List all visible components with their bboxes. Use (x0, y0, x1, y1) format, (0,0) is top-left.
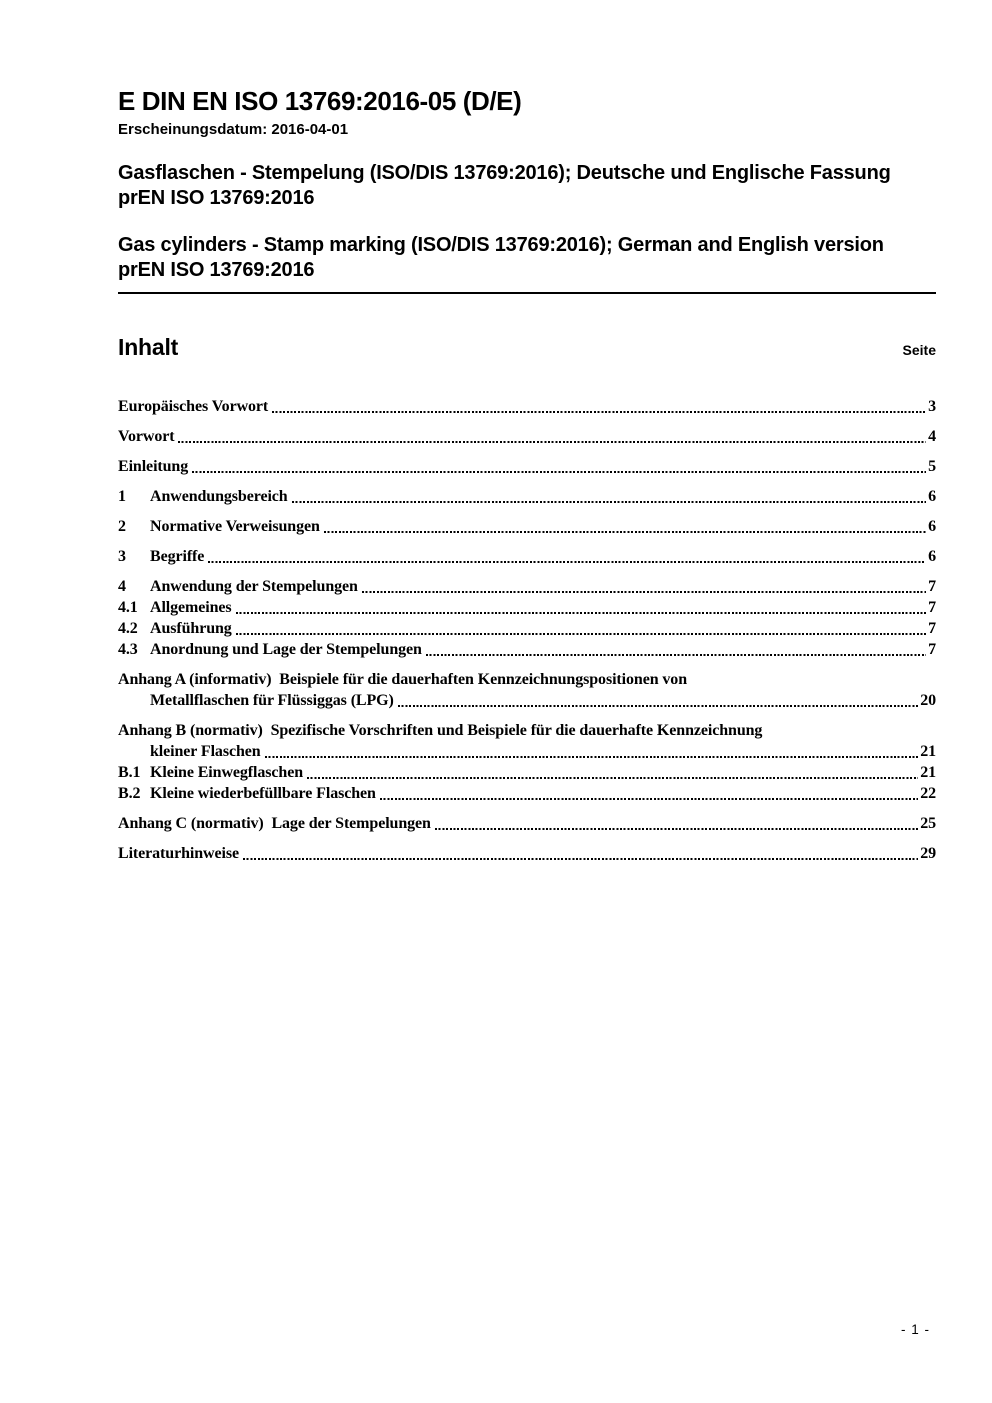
toc-entry-label: Literaturhinweise (118, 844, 239, 862)
toc-entry (118, 671, 936, 688)
toc-entry-page: 22 (920, 784, 936, 802)
toc-dot-leader (236, 633, 926, 635)
document-title-english-line2: prEN ISO 13769:2016 (118, 258, 315, 281)
toc-dot-leader (178, 441, 926, 443)
document-title-german (118, 161, 936, 211)
toc-page-column-label: Seite (902, 341, 936, 358)
document-page (118, 88, 936, 862)
toc-entry-number: 1 (118, 487, 126, 505)
toc-list (118, 398, 936, 862)
toc-entry-label: Normative Verweisungen (150, 517, 320, 535)
toc-entry (118, 518, 936, 535)
toc-entry-label: Einleitung (118, 457, 189, 475)
toc-entry-page: 20 (920, 691, 936, 709)
toc-dot-leader (208, 561, 926, 563)
toc-entry-number: 3 (118, 547, 126, 565)
toc-entry (118, 692, 936, 709)
toc-entry-page: 7 (928, 640, 936, 658)
toc-entry-page: 7 (928, 598, 936, 616)
toc-entry-label: Ausführung (150, 619, 232, 637)
toc-dot-leader (272, 411, 926, 413)
toc-dot-leader (380, 798, 918, 800)
toc-entry (118, 620, 936, 637)
toc-entry-page: 6 (928, 517, 936, 535)
toc-entry-label: Anhang C (normativ) Lage der Stempelungen (118, 814, 431, 832)
toc-entry-number: 4.2 (118, 619, 138, 637)
toc-dot-leader (243, 858, 918, 860)
toc-dot-leader (192, 471, 926, 473)
toc-entry-page: 6 (928, 547, 936, 565)
toc-entry-label: Kleine Einwegflaschen (150, 763, 304, 781)
toc-dot-leader (292, 501, 927, 503)
toc-entry-page: 7 (928, 619, 936, 637)
toc-dot-leader (265, 756, 919, 758)
toc-entry-label: Anwendungsbereich (150, 487, 288, 505)
toc-entry (118, 845, 936, 862)
toc-entry-label: Kleine wiederbefüllbare Flaschen (150, 784, 376, 802)
toc-entry-number: B.1 (118, 763, 141, 781)
document-number-title: E DIN EN ISO 13769:2016-05 (D/E) (118, 86, 522, 116)
toc-entry-page: 6 (928, 487, 936, 505)
toc-entry (118, 815, 936, 832)
toc-entry-page: 5 (928, 457, 936, 475)
toc-entry (118, 398, 936, 415)
toc-entry (118, 743, 936, 760)
toc-entry (118, 599, 936, 616)
toc-dot-leader (236, 612, 927, 614)
publication-date: Erscheinungsdatum: 2016-04-01 (118, 121, 349, 139)
toc-entry (118, 578, 936, 595)
toc-entry-page: 25 (920, 814, 936, 832)
toc-entry (118, 458, 936, 475)
toc-entry-page: 21 (920, 742, 936, 760)
toc-entry-number: 4.1 (118, 598, 138, 616)
toc-header-row (118, 334, 936, 361)
toc-entry-page: 21 (920, 763, 936, 781)
toc-entry (118, 722, 936, 739)
toc-entry (118, 548, 936, 565)
toc-dot-leader (307, 777, 918, 779)
toc-entry-number: B.2 (118, 784, 141, 802)
document-title-german-line1: Gasflaschen - Stempelung (ISO/DIS 13769:2016); Deutsche und Englische Fassung (118, 161, 891, 184)
toc-entry-label: kleiner Flaschen (150, 742, 261, 760)
toc-dot-leader (362, 591, 926, 593)
toc-entry-number: 4 (118, 577, 126, 595)
document-title-german-line2: prEN ISO 13769:2016 (118, 186, 315, 209)
toc-entry-label: Allgemeines (150, 598, 232, 616)
toc-entry (118, 488, 936, 505)
page-number-footer: - 1 - (900, 1322, 930, 1337)
toc-entry-page: 3 (928, 397, 936, 415)
toc-entry-page: 7 (928, 577, 936, 595)
toc-dot-leader (398, 705, 918, 707)
toc-entry-label: Anhang B (normativ) Spezifische Vorschriften und Beispiele für die dauerhafte Kennzeichnung (118, 721, 763, 739)
toc-entry-page: 29 (920, 844, 936, 862)
toc-entry-label: Anhang A (informativ) Beispiele für die dauerhaften Kennzeichnungspositionen von (118, 670, 688, 688)
toc-dot-leader (435, 828, 918, 830)
header-divider-rule (118, 292, 936, 294)
toc-entry (118, 764, 936, 781)
toc-entry (118, 428, 936, 445)
toc-dot-leader (324, 531, 926, 533)
document-title-english-line1: Gas cylinders - Stamp marking (ISO/DIS 13769:2016); German and English version (118, 233, 884, 256)
toc-entry-label: Begriffe (150, 547, 205, 565)
toc-entry-number: 2 (118, 517, 126, 535)
toc-dot-leader (426, 654, 926, 656)
document-title-english (118, 233, 936, 283)
toc-entry-page: 4 (928, 427, 936, 445)
toc-entry-label: Anwendung der Stempelungen (150, 577, 358, 595)
toc-entry-number: 4.3 (118, 640, 138, 658)
toc-entry-label: Metallflaschen für Flüssiggas (LPG) (150, 691, 394, 709)
toc-entry (118, 785, 936, 802)
toc-entry-label: Anordnung und Lage der Stempelungen (150, 640, 422, 658)
toc-entry-label: Europäisches Vorwort (118, 397, 269, 415)
toc-entry-label: Vorwort (118, 427, 175, 445)
toc-heading: Inhalt (118, 333, 179, 360)
toc-entry (118, 641, 936, 658)
